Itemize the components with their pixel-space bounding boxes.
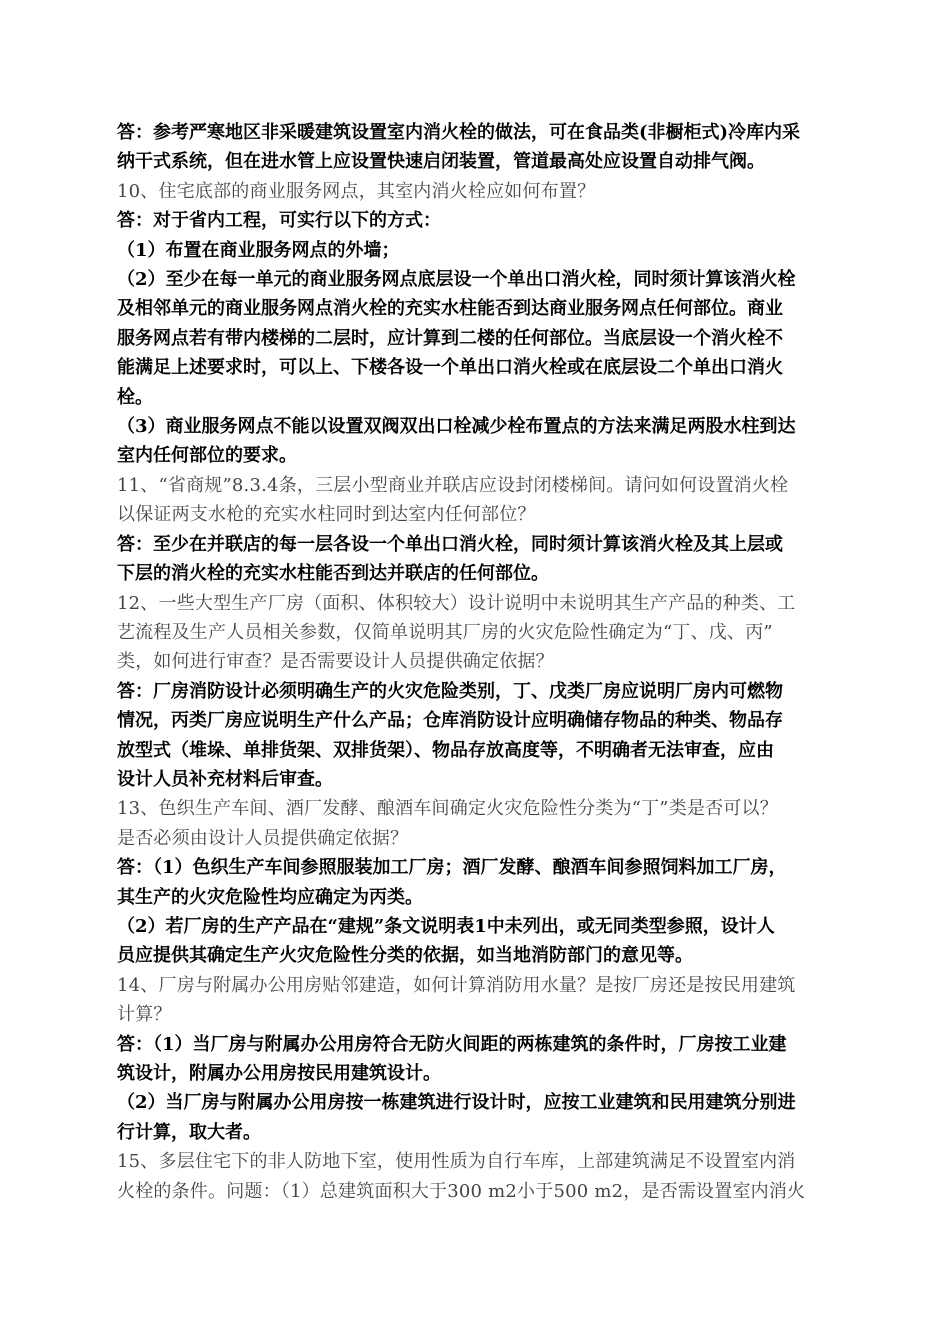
answer-line: 答：（1）色织生产车间参照服装加工厂房；酒厂发酵、酿酒车间参照饲料加工厂房， bbox=[117, 857, 787, 879]
answer-line: （2）若厂房的生产产品在“建规”条文说明表1中未列出，或无同类型参照，设计人 bbox=[117, 915, 775, 937]
question-line: 13、色织生产车间、酒厂发酵、酿酒车间确定火灾危险性分类为“丁”类是否可以？ bbox=[117, 798, 778, 820]
answer-line: （3）商业服务网点不能以设置双阀双出口栓减少栓布置点的方法来满足两股水柱到达 bbox=[117, 416, 796, 438]
answer-line: （1）布置在商业服务网点的外墙； bbox=[117, 239, 400, 261]
document-page bbox=[117, 118, 837, 1206]
answer-line: 答：参考严寒地区非采暖建筑设置室内消火栓的做法，可在食品类(非橱柜式)冷库内采 bbox=[117, 122, 801, 143]
question-line: 以保证两支水枪的充实水柱同时到达室内任何部位？ bbox=[117, 504, 536, 526]
answer-line: 答：至少在并联店的每一层各设一个单出口消火栓，同时须计算该消火栓及其上层或 bbox=[117, 533, 783, 555]
answer-line: 员应提供其确定生产火灾危险性分类的依据，如当地消防部门的意见等。 bbox=[117, 945, 693, 967]
answer-line: 栓。 bbox=[117, 386, 153, 408]
question-line: 艺流程及生产人员相关参数，仅简单说明其厂房的火灾危险性确定为“丁、戊、丙” bbox=[117, 621, 773, 643]
answer-line: 能满足上述要求时，可以上、下楼各设一个单出口消火栓或在底层设二个单出口消火 bbox=[117, 357, 783, 379]
answer-line: 下层的消火栓的充实水柱能否到达并联店的任何部位。 bbox=[117, 563, 549, 585]
answer-line: 纳干式系统，但在进水管上应设置快速启闭装置，管道最高处应设置自动排气阀。 bbox=[117, 151, 765, 173]
question-line: 计算？ bbox=[117, 1004, 172, 1026]
question-line: 类，如何进行审查？是否需要设计人员提供确定依据？ bbox=[117, 651, 554, 673]
answer-line: 服务网点若有带内楼梯的二层时，应计算到二楼的任何部位。当底层设一个消火栓不 bbox=[117, 327, 783, 349]
answer-line: 答：（1）当厂房与附属办公用房符合无防火间距的两栋建筑的条件时，厂房按工业建 bbox=[117, 1033, 787, 1055]
answer-line: 室内任何部位的要求。 bbox=[117, 445, 297, 467]
answer-line: 其生产的火灾危险性均应确定为丙类。 bbox=[117, 886, 423, 908]
answer-line: 设计人员补充材料后审查。 bbox=[117, 768, 333, 790]
question-line: 11、“省商规”8.3.4条，三层小型商业并联店应设封闭楼梯间。请问如何设置消火栓 bbox=[117, 474, 789, 496]
answer-line: 放型式（堆垛、单排货架、双排货架）、物品存放高度等，不明确者无法审查，应由 bbox=[117, 739, 774, 761]
question-line: 火栓的条件。问题：（1）总建筑面积大于300 m2小于500 m2，是否需设置室内消火 bbox=[117, 1180, 806, 1202]
answer-line: 筑设计，附属办公用房按民用建筑设计。 bbox=[117, 1063, 441, 1084]
question-line: 是否必须由设计人员提供确定依据？ bbox=[117, 827, 409, 849]
question-line: 14、厂房与附属办公用房贴邻建造，如何计算消防用水量？是按厂房还是按民用建筑 bbox=[117, 974, 796, 996]
answer-line: （2）当厂房与附属办公用房按一栋建筑进行设计时，应按工业建筑和民用建筑分别进 bbox=[117, 1092, 796, 1114]
answer-line: （2）至少在每一单元的商业服务网点底层设一个单出口消火栓，同时须计算该消火栓 bbox=[117, 269, 796, 291]
answer-line: 行计算，取大者。 bbox=[117, 1121, 261, 1143]
answer-line: 答：厂房消防设计必须明确生产的火灾危险类别，丁、戊类厂房应说明厂房内可燃物 bbox=[117, 680, 783, 702]
question-line: 10、住宅底部的商业服务网点，其室内消火栓应如何布置？ bbox=[117, 180, 596, 202]
answer-line: 及相邻单元的商业服务网点消火栓的充实水柱能否到达商业服务网点任何部位。商业 bbox=[117, 298, 783, 320]
question-line: 15、多层住宅下的非人防地下室，使用性质为自行车库，上部建筑满足不设置室内消 bbox=[117, 1151, 796, 1173]
answer-line: 答：对于省内工程，可实行以下的方式： bbox=[117, 210, 441, 232]
answer-line: 情况，丙类厂房应说明生产什么产品；仓库消防设计应明确储存物品的种类、物品存 bbox=[117, 710, 783, 732]
question-line: 12、一些大型生产厂房（面积、体积较大）设计说明中未说明其生产产品的种类、工 bbox=[117, 592, 796, 614]
